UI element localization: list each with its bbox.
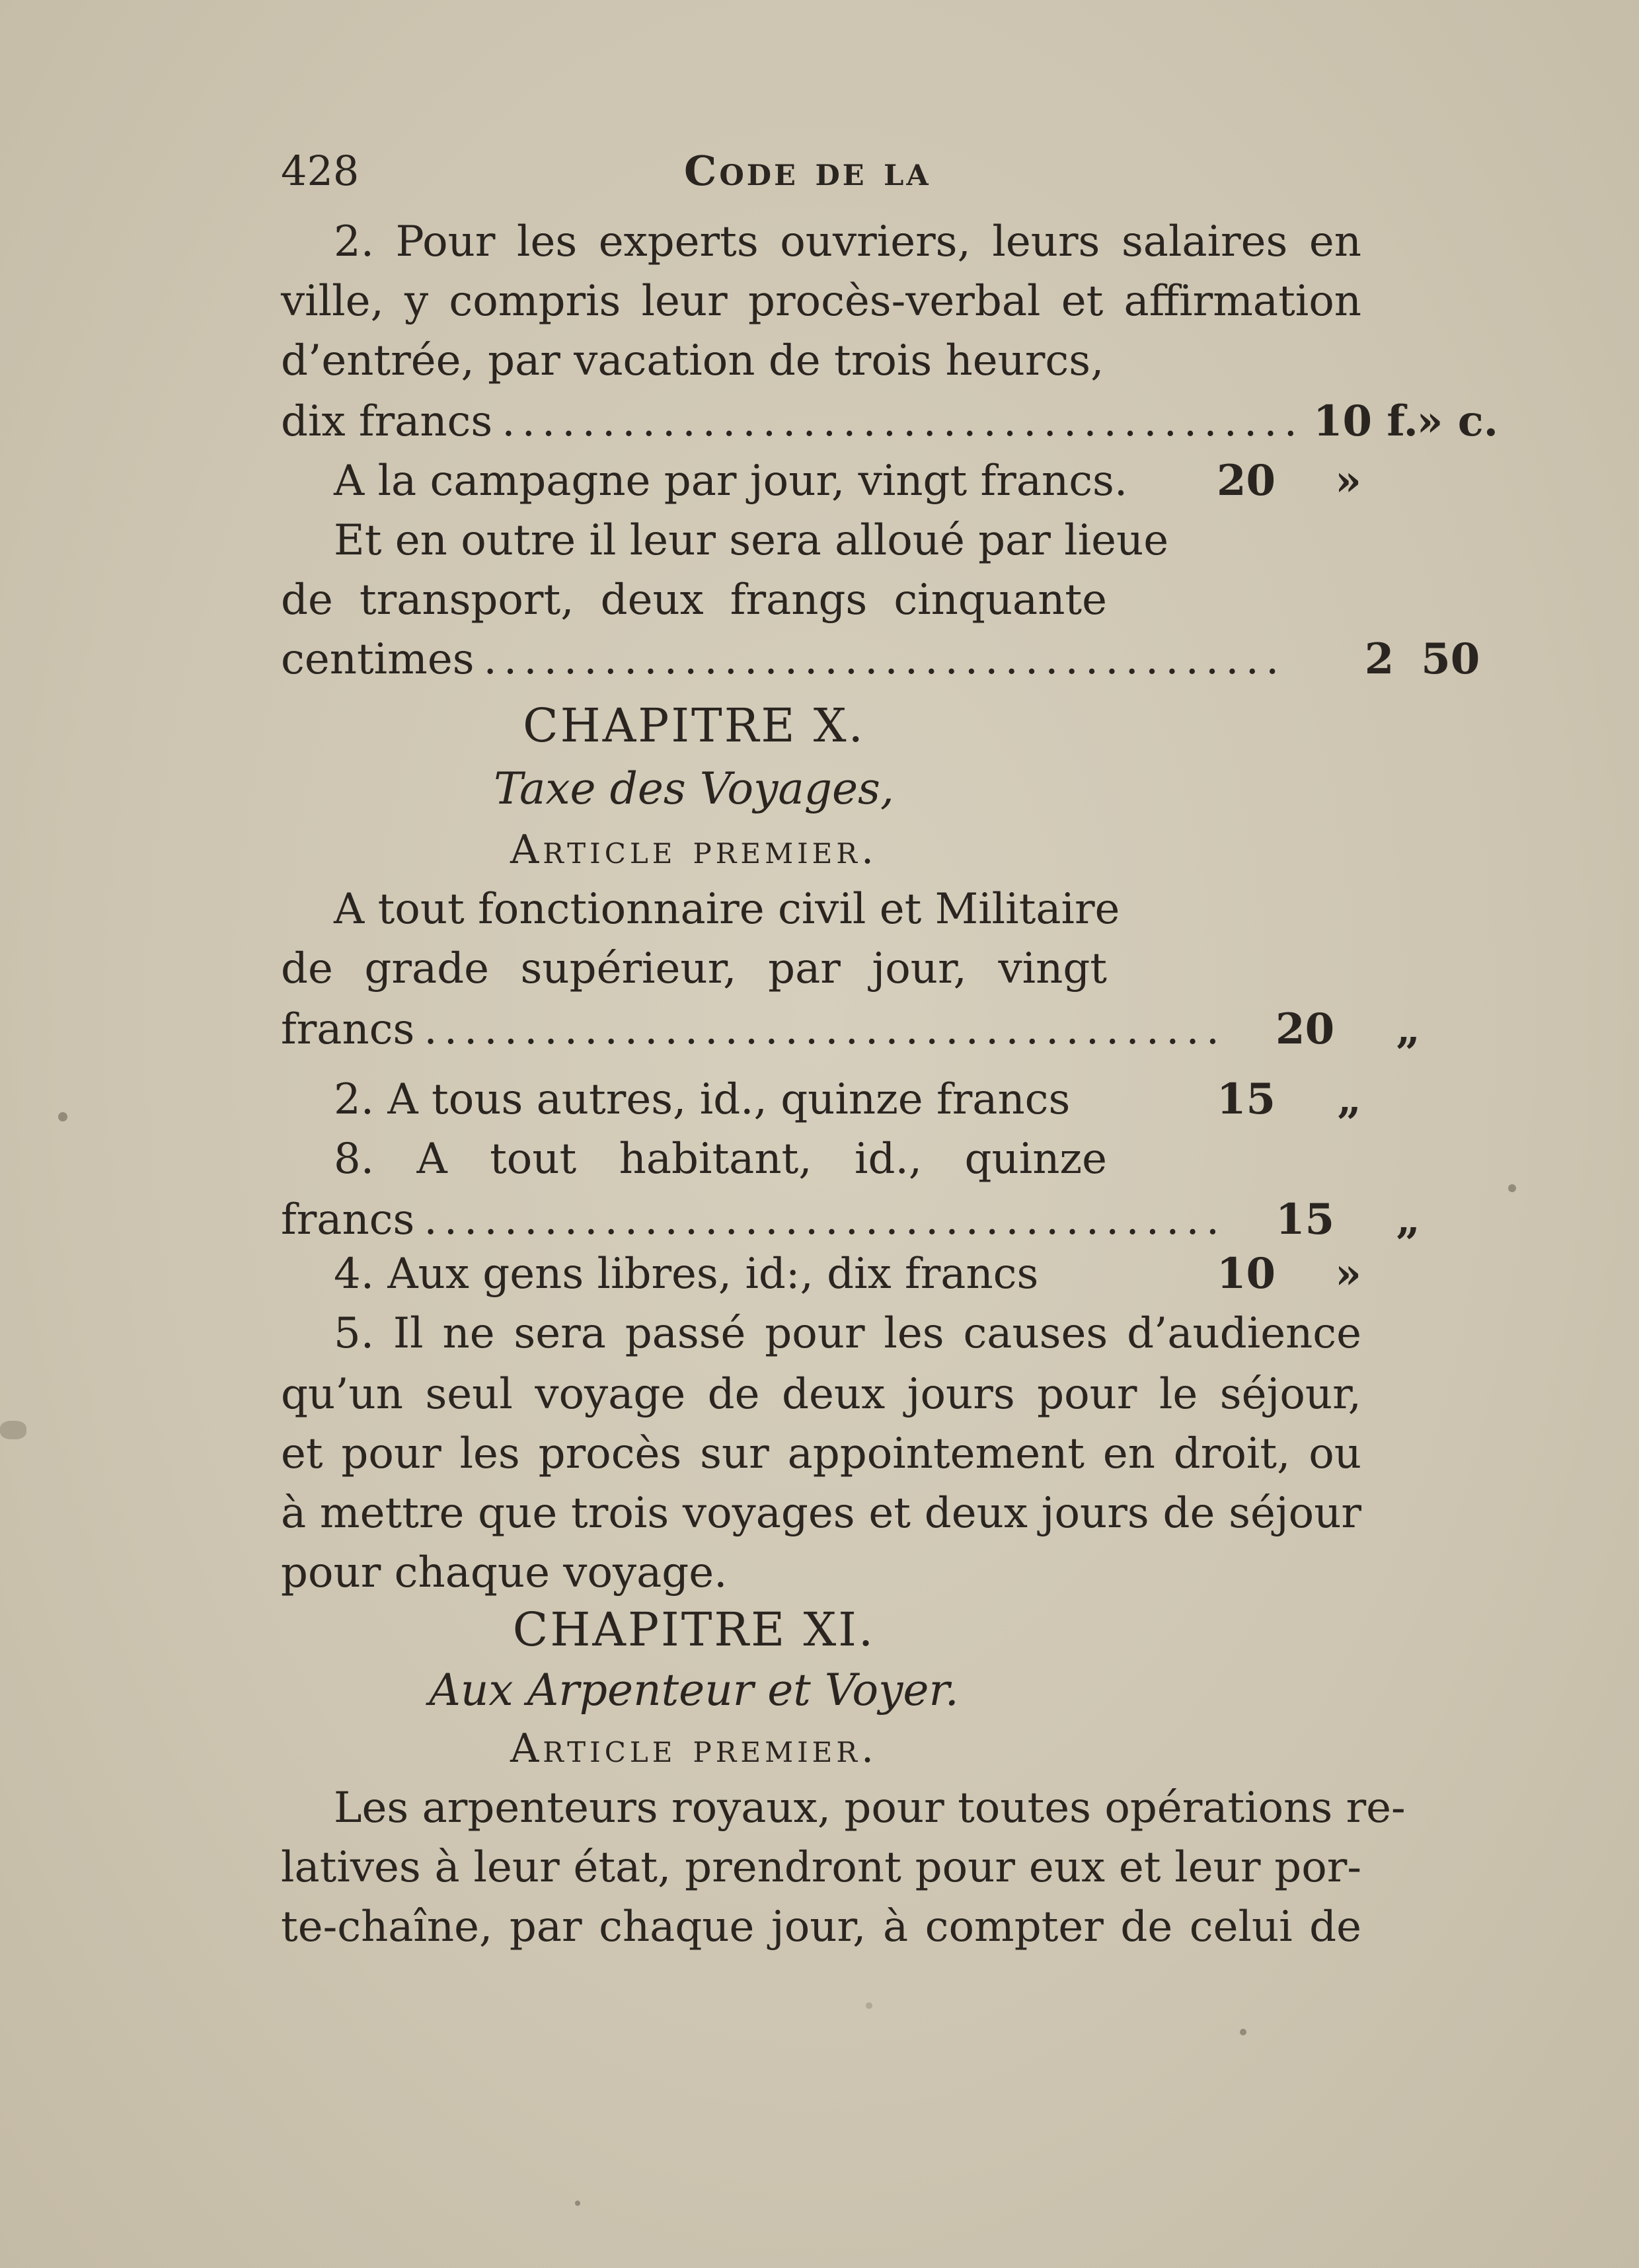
text-line: à mettre que trois voyages et deux jours de séjour [281, 1489, 1361, 1538]
tariff-entry [281, 999, 1421, 1060]
chapter-subtitle: Aux Arpenteur et Voyer. [429, 1665, 959, 1716]
chapter-title: CHAPITRE XI. [512, 1603, 876, 1657]
amount-primary: 2 [1364, 634, 1394, 684]
leader-dots: ........................................ [483, 635, 1286, 684]
text-line: 5. Il ne sera passé pour les causes d’audience [334, 1309, 1361, 1358]
amount-secondary: » [1335, 456, 1361, 506]
amount-primary: 15 [1276, 1195, 1335, 1244]
entry-label: dix francs [281, 397, 493, 446]
text-line: latives à leur état, prendront pour eux et leur por- [281, 1843, 1361, 1892]
text-line: Les arpenteurs royaux, pour toutes opérations re- [334, 1784, 1406, 1833]
entry-label: francs [281, 1195, 415, 1244]
entry-amount [1313, 391, 1498, 452]
text-line: te-chaîne, par chaque jour, à compter de celui de [281, 1903, 1361, 1951]
amount-primary: 15 [1216, 1075, 1276, 1124]
text-line: de transport, deux frangs cinquante [281, 576, 1107, 624]
text-line: d’entrée, par vacation de trois heurcs, [281, 336, 1104, 385]
entry-label: francs [281, 1005, 415, 1054]
text-line: ville, y compris leur procès-verbal et affirmation [281, 277, 1361, 326]
page-header [281, 147, 1365, 200]
amount-secondary: » c. [1416, 397, 1498, 446]
text-line: 8. A tout habitant, id., quinze [334, 1135, 1107, 1184]
tariff-entry [281, 391, 1498, 452]
amount-secondary: » [1335, 1249, 1361, 1299]
chapter-title: CHAPITRE X. [523, 699, 865, 753]
paper-speck [1240, 2029, 1246, 2035]
text-line: qu’un seul voyage de deux jours pour le séjour, [281, 1370, 1361, 1419]
leader-dots: ........................................ [424, 1195, 1227, 1244]
amount-secondary: 50 [1421, 634, 1480, 684]
entry-label: centimes [281, 635, 475, 684]
amount-secondary: „ [1396, 1004, 1421, 1054]
text-line: pour chaque voyage. [281, 1548, 728, 1597]
entry-amount [1295, 629, 1480, 690]
paper-speck [575, 2201, 580, 2206]
amount-secondary: „ [1337, 1075, 1361, 1124]
tariff-entry [281, 1190, 1421, 1250]
entry-label: 4. Aux gens libres, id:, dix francs [334, 1250, 1039, 1299]
entry-amount [1176, 451, 1361, 511]
tariff-entry [281, 451, 1361, 511]
leader-dots: ........................................ [502, 397, 1304, 446]
paper-speck [58, 1112, 67, 1121]
entry-amount [1235, 1190, 1420, 1250]
text-line: de grade supérieur, par jour, vingt [281, 944, 1107, 993]
entry-amount [1176, 1244, 1361, 1304]
page-number: 428 [281, 147, 360, 195]
chapter-subtitle: Taxe des Voyages, [494, 763, 894, 814]
paper-stain [0, 1421, 26, 1439]
entry-label: A la campagne par jour, vingt francs. [334, 457, 1128, 506]
amount-primary: 10 [1216, 1249, 1276, 1299]
text-line: A tout fonctionnaire civil et Militaire [334, 885, 1120, 934]
amount-secondary: „ [1396, 1195, 1421, 1244]
text-line: 2. Pour les experts ouvriers, leurs salaires en [334, 217, 1361, 266]
entry-label: 2. A tous autres, id., quinze francs [334, 1075, 1071, 1124]
entry-amount [1235, 999, 1420, 1060]
tariff-entry [281, 1069, 1361, 1130]
text-line: Et en outre il leur sera alloué par lieue [334, 516, 1169, 565]
tariff-entry [281, 629, 1480, 690]
article-heading: Article premier. [510, 1725, 878, 1772]
leader-dots: ........................................ [424, 1005, 1227, 1054]
running-title: Code de la [684, 147, 931, 195]
paper-speck [866, 2002, 872, 2009]
entry-amount [1176, 1069, 1361, 1130]
text-line: et pour les procès sur appointement en droit, ou [281, 1429, 1361, 1478]
amount-primary: 20 [1276, 1004, 1335, 1054]
tariff-entry [281, 1244, 1361, 1304]
amount-primary: 10 f. [1313, 397, 1418, 446]
article-heading: Article premier. [510, 827, 878, 873]
paper-speck [1508, 1184, 1516, 1192]
amount-primary: 20 [1216, 456, 1276, 506]
